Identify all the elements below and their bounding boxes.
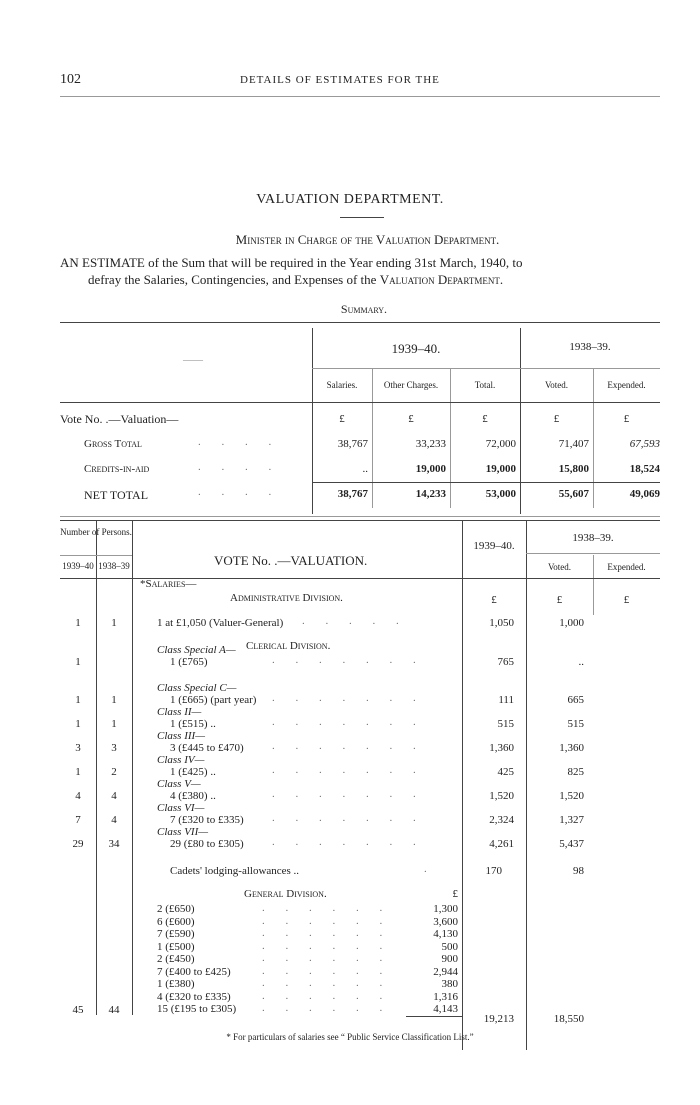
summary-sub-salaries: Salaries. — [326, 380, 358, 390]
class-label: Class Special C— — [157, 682, 237, 694]
general-row-text: 7 (£590) — [157, 928, 195, 940]
summary-row-label: Credits-in-aid — [84, 463, 150, 475]
detail-vline-desc — [132, 520, 133, 1015]
leader-dots: . . . . . . . — [272, 654, 425, 666]
general-subtotal-rule — [406, 1016, 462, 1017]
salaries-heading: *Salaries— — [140, 578, 197, 590]
leader-dots: . . . . . . . — [272, 692, 425, 704]
pound-salaries: £ — [339, 413, 345, 425]
persons-sub-rule — [60, 555, 132, 556]
general-row-amount: 4,130 — [433, 928, 458, 940]
persons-cell: 1 — [75, 694, 81, 706]
voted-cell: 665 — [567, 694, 584, 706]
general-row-amount: 380 — [441, 978, 458, 990]
amount-cell: 170 — [485, 865, 502, 877]
summary-head-rule — [60, 402, 660, 403]
pound-voted: £ — [553, 413, 560, 425]
leader-dots: . . . . . . . — [272, 716, 425, 728]
summary-cell: 38,767 — [337, 438, 368, 450]
summary-cell: 19,000 — [485, 463, 516, 475]
general-row-text: 1 (£380) — [157, 978, 195, 990]
summary-cell: 14,233 — [415, 488, 446, 500]
voted-cell: 515 — [567, 718, 584, 730]
summary-cell: 15,800 — [558, 463, 589, 475]
estimate-line-2 — [88, 272, 503, 288]
leader-dots: . . . . . . — [262, 914, 392, 927]
summary-sub-other: Other Charges. — [383, 380, 439, 390]
summary-top-rule — [60, 322, 660, 323]
general-row-text: 2 (£450) — [157, 953, 195, 965]
persons-cell: 4 — [75, 790, 81, 802]
leader-dots: . . . . . . — [262, 964, 392, 977]
pound-voted: £ — [556, 594, 563, 606]
voted-cell: 1,520 — [559, 790, 584, 802]
leader-dots: . . . . . . — [262, 989, 392, 1002]
leader-dots: . . . . . . . — [272, 812, 425, 824]
clerical-division: Clerical Division. — [246, 640, 331, 652]
leader-dots: . . . . . . — [262, 977, 392, 989]
persons-cell: 1 — [111, 617, 117, 629]
summary-dash: —— — [183, 355, 203, 366]
summary-cell: 67,593 — [629, 438, 660, 450]
summary-row-label: Gross Total — [84, 438, 142, 450]
summary-cell: 55,607 — [558, 488, 589, 500]
summary-vote-label: Vote No. .—Valuation— — [60, 412, 179, 426]
summary-row-label: NET TOTAL — [84, 488, 149, 502]
persons-cell: 1 — [75, 766, 81, 778]
class-label: Class II— — [157, 706, 202, 718]
amount-cell: 425 — [497, 766, 514, 778]
estimate-line-1: AN ESTIMATE of the Sum that will be required in the Year ending 31st March, 1940, to — [60, 255, 523, 270]
general-row-text: 7 (£400 to £425) — [157, 965, 231, 978]
summary-sub-expended: Expended. — [607, 380, 646, 390]
detail-text: 1 (£515) .. — [170, 718, 216, 730]
prior-sub-rule — [526, 553, 660, 554]
voted-cell: .. — [578, 656, 584, 668]
leader-dots: . . . . . . — [262, 927, 392, 939]
voted-cell: 5,437 — [559, 838, 584, 850]
leader-dots: . . . . . . — [262, 1002, 392, 1014]
summary-col-1939: 1939–40. — [391, 341, 441, 356]
leader-dots: . — [424, 863, 436, 875]
summary-bottom-rule — [60, 516, 660, 517]
leader-dots: . . . . . . . — [272, 836, 425, 848]
summary-sub-voted: Voted. — [544, 380, 569, 390]
leader-dots: . . . . — [198, 486, 281, 498]
summary-cell: 18,524 — [629, 463, 660, 475]
persons-cell: 4 — [111, 814, 117, 826]
summary-cell: 71,407 — [558, 438, 589, 450]
detail-top-rule — [60, 520, 660, 521]
estimate-line-2-text: defray the Salaries, Contingencies, and Expenses of the — [88, 272, 377, 287]
persons-cell: 3 — [111, 742, 117, 754]
amount-cell: 4,261 — [489, 838, 514, 850]
pound-1939: £ — [491, 594, 497, 606]
persons-cell: 34 — [108, 838, 120, 850]
detail-text: 29 (£80 to £305) — [170, 838, 244, 850]
detail-text: 1 at £1,050 (Valuer-General) — [157, 617, 284, 629]
class-label: Class VII— — [157, 826, 209, 838]
persons-cell: 7 — [75, 814, 81, 826]
general-row-text: 4 (£320 to £335) — [157, 990, 231, 1003]
voted-cell: 1,327 — [559, 814, 584, 826]
summary-sub-total: Total. — [474, 380, 496, 390]
admin-division: Administrative Division. — [230, 592, 343, 604]
amount-cell: 1,050 — [489, 617, 514, 629]
persons-cell: 45 — [72, 1004, 84, 1016]
persons-1938: 1938–39 — [98, 561, 130, 571]
amount-cell: 1,520 — [489, 790, 514, 802]
general-pound: £ — [452, 888, 458, 900]
pound-other: £ — [408, 413, 414, 425]
title-rule — [340, 217, 384, 218]
number-of-persons: Number of Persons. — [60, 527, 132, 537]
amount-cell: 765 — [497, 656, 514, 668]
persons-cell: 1 — [75, 656, 81, 668]
leader-dots: . . . . — [198, 461, 281, 473]
amount-cell: 2,324 — [489, 814, 514, 826]
summary-title: Summary. — [340, 302, 388, 316]
class-label: Class V— — [157, 778, 201, 790]
department-title: VALUATION DEPARTMENT. — [256, 192, 444, 207]
persons-cell: 44 — [108, 1004, 120, 1016]
detail-vote-title: VOTE No. .—VALUATION. — [214, 553, 368, 568]
leader-dots: . . . . . . — [262, 902, 392, 914]
summary-mid-rule — [312, 368, 660, 369]
detail-text: 1 (£765) — [170, 656, 208, 668]
leader-dots: . . . . . . . — [272, 764, 425, 776]
general-row-amount: 3,600 — [433, 915, 458, 928]
leader-dots: . . . . . — [302, 615, 408, 627]
summary-net-rule — [312, 482, 660, 483]
detail-text: 4 (£380) .. — [170, 790, 216, 802]
general-voted: 18,550 — [553, 1013, 584, 1025]
persons-cell: 1 — [75, 718, 81, 730]
persons-cell: 1 — [111, 694, 117, 706]
general-division: General Division. — [244, 888, 327, 900]
general-row-text: 6 (£600) — [157, 915, 195, 928]
detail-col-1938: 1938–39. — [572, 532, 614, 544]
summary-cell: 53,000 — [485, 488, 516, 500]
minister-line: Minister in Charge of the Valuation Department. — [235, 232, 500, 247]
persons-cell: 29 — [72, 838, 84, 850]
persons-cell: 1 — [75, 617, 81, 629]
general-row-amount: 4,143 — [433, 1003, 458, 1015]
persons-cell: 3 — [75, 742, 81, 754]
amount-cell: 1,360 — [489, 742, 514, 754]
general-row-amount: 900 — [441, 953, 458, 965]
leader-dots: . . . . . . — [262, 952, 392, 964]
general-row-amount: 500 — [441, 940, 458, 953]
general-row-text: 15 (£195 to £305) — [157, 1003, 237, 1015]
running-title: DETAILS OF ESTIMATES FOR THE — [240, 74, 440, 86]
persons-cell: 4 — [111, 790, 117, 802]
summary-cell: 38,767 — [337, 488, 368, 500]
leader-dots: . . . . . . . — [272, 788, 425, 800]
detail-text: Cadets' lodging-allowances .. — [170, 865, 300, 877]
summary-cell: .. — [362, 463, 368, 475]
class-label: Class VI— — [157, 802, 205, 814]
summary-cell: 33,233 — [415, 438, 446, 450]
general-row-amount: 2,944 — [433, 965, 458, 978]
pound-expended: £ — [623, 413, 630, 425]
summary-cell: 72,000 — [485, 438, 516, 450]
voted-cell: 1,000 — [559, 617, 584, 629]
voted-cell: 825 — [567, 766, 584, 778]
summary-cell: 19,000 — [415, 463, 446, 475]
persons-cell: 1 — [111, 718, 117, 730]
leader-dots: . . . . . . — [262, 939, 392, 952]
amount-cell: 111 — [498, 694, 514, 706]
general-row-amount: 1,316 — [433, 990, 458, 1003]
header-rule — [60, 96, 660, 97]
general-total: 19,213 — [483, 1013, 514, 1025]
class-label: Class IV— — [157, 754, 205, 766]
leader-dots: . . . . — [198, 436, 281, 448]
amount-cell: 515 — [497, 718, 514, 730]
detail-col-voted: Voted. — [547, 562, 572, 572]
summary-cell: 49,069 — [629, 488, 660, 500]
footnote: * For particulars of salaries see “ Public Service Classification List.” — [226, 1032, 474, 1042]
detail-text: 1 (£665) (part year) — [170, 694, 257, 706]
persons-cell: 2 — [111, 766, 117, 778]
voted-cell: 1,360 — [559, 742, 584, 754]
detail-text: 7 (£320 to £335) — [170, 814, 244, 826]
class-label: Class Special A— — [157, 644, 236, 656]
pound-expended: £ — [623, 594, 630, 606]
detail-text: 3 (£445 to £470) — [170, 742, 244, 754]
detail-text: 1 (£425) .. — [170, 766, 216, 778]
persons-1939: 1939–40 — [62, 561, 94, 571]
detail-col-expended: Expended. — [607, 562, 646, 572]
general-row-amount: 1,300 — [433, 903, 458, 915]
class-label: Class III— — [157, 730, 205, 742]
leader-dots: . . . . . . . — [272, 740, 425, 752]
summary-col-1938: 1938–39. — [569, 341, 611, 353]
general-row-text: 1 (£500) — [157, 940, 195, 953]
detail-col-1939: 1939–40. — [473, 540, 515, 552]
estimate-line-2-dept: Valuation Department. — [379, 272, 504, 287]
page-number: 102 — [60, 72, 81, 87]
voted-cell: 98 — [573, 865, 584, 877]
general-row-text: 2 (£650) — [157, 903, 195, 915]
pound-total: £ — [482, 413, 488, 425]
